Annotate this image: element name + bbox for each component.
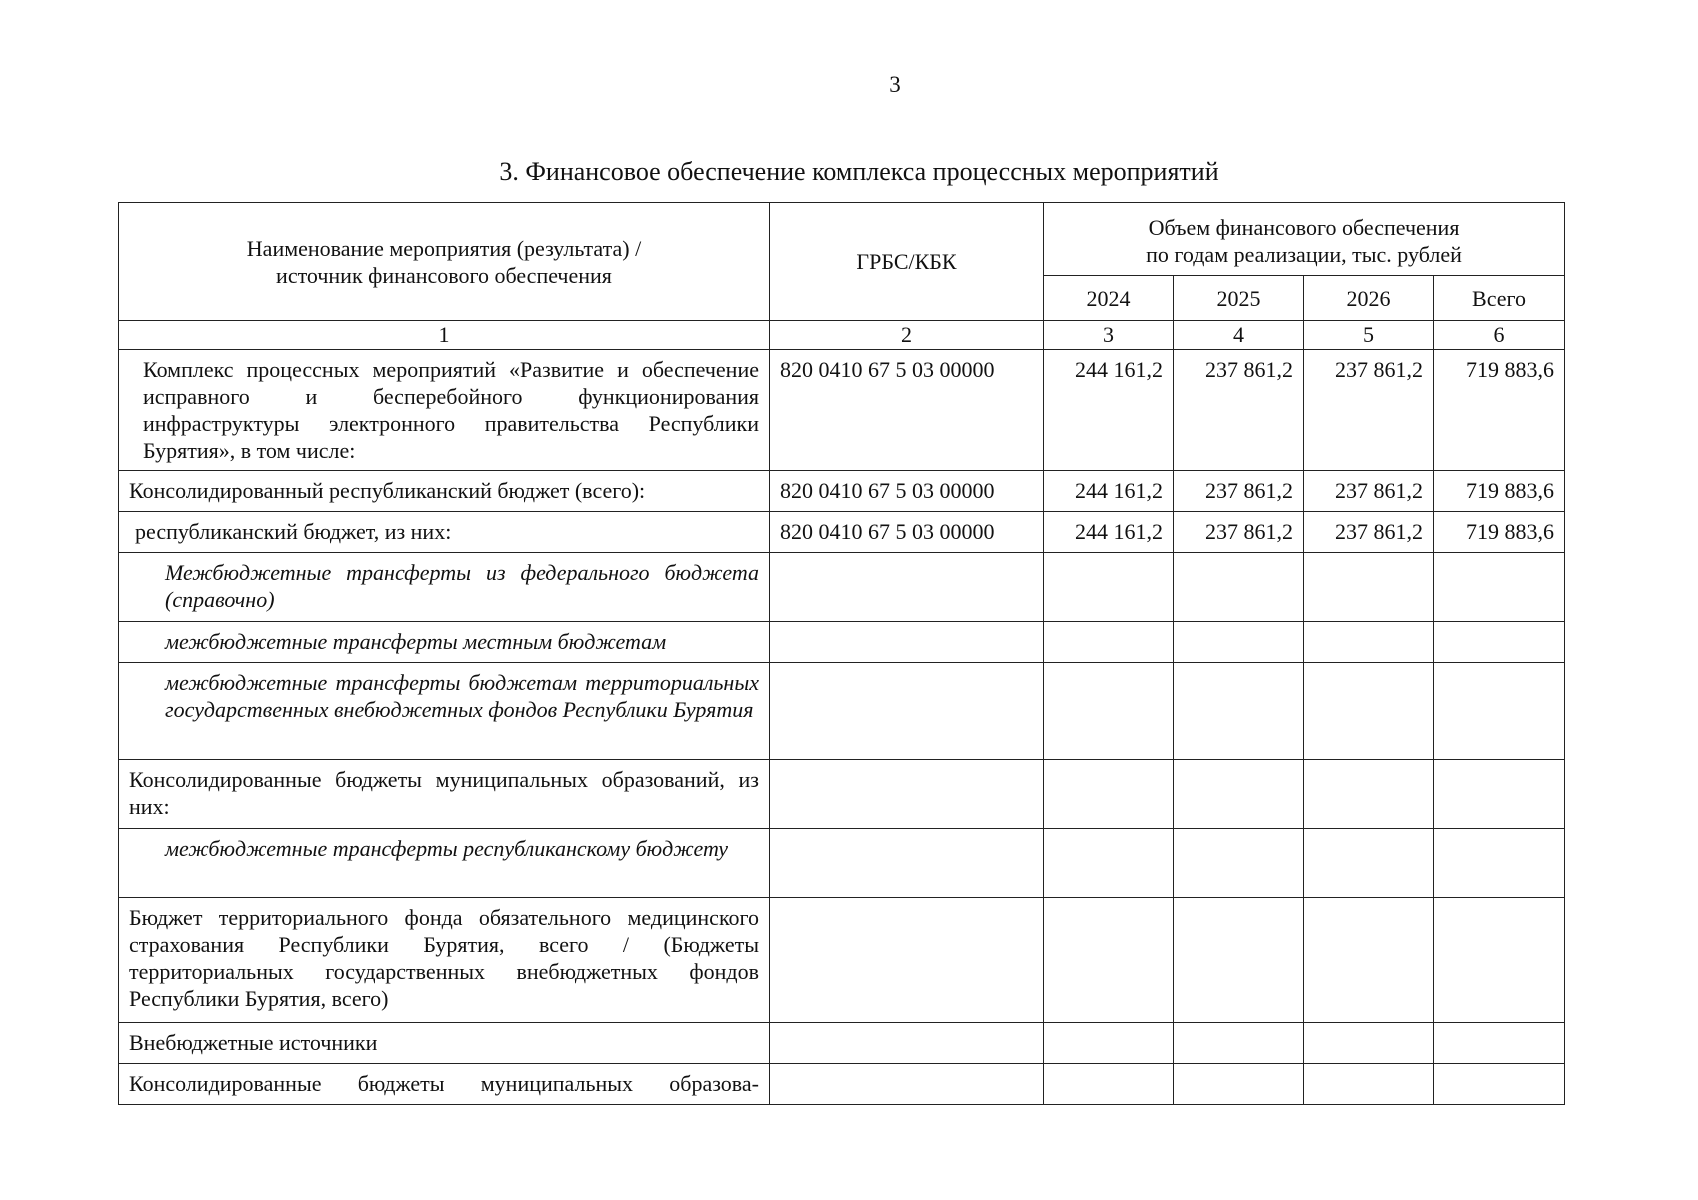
row-name: Комплекс процессных мероприятий «Развитие и обеспечение исправного и бесперебойного функционирования инфраструктуры электронного правительства Республики Бурятия», в том числе: [119,350,770,471]
table-row [119,553,1565,622]
row-name: Внебюджетные источники [119,1023,770,1064]
row-value-2024 [1044,760,1174,829]
header-name [119,203,770,321]
header-year-2024: 2024 [1044,276,1174,321]
table-row [119,350,1565,471]
row-value-total: 719 883,6 [1434,350,1565,471]
row-value-2025 [1174,553,1304,622]
row-value-2026 [1304,760,1434,829]
row-name: Консолидированный республиканский бюджет (всего): [119,471,770,512]
row-code [770,1023,1044,1064]
row-value-total [1434,829,1565,898]
row-name: Консолидированные бюджеты муниципальных образований, из них: [119,760,770,829]
row-value-total: 719 883,6 [1434,512,1565,553]
row-value-2025 [1174,829,1304,898]
column-number-2: 2 [770,321,1044,350]
section-title: 3. Финансовое обеспечение комплекса процессных мероприятий [499,157,1219,186]
row-value-2024 [1044,1023,1174,1064]
row-value-2024: 244 161,2 [1044,512,1174,553]
header-row [119,203,1565,276]
table-row [119,1064,1565,1105]
column-number-6: 6 [1434,321,1565,350]
row-value-2025 [1174,1023,1304,1064]
row-code [770,622,1044,663]
row-code: 820 0410 67 5 03 00000 [770,512,1044,553]
row-code [770,760,1044,829]
column-number-1: 1 [119,321,770,350]
row-value-total [1434,1023,1565,1064]
row-value-2024: 244 161,2 [1044,350,1174,471]
header-name-line-2: источник финансового обеспечения [276,262,612,288]
row-code [770,829,1044,898]
table-row [119,760,1565,829]
header-volume [1044,203,1565,276]
row-value-2024: 244 161,2 [1044,471,1174,512]
row-value-2025 [1174,760,1304,829]
row-value-2025 [1174,663,1304,760]
financing-table [118,202,1565,1105]
row-name: межбюджетные трансферты бюджетам территориальных государственных внебюджетных фондов Республики Бурятия [119,663,770,760]
column-number-5: 5 [1304,321,1434,350]
row-value-2024 [1044,1064,1174,1105]
row-value-2026 [1304,663,1434,760]
row-value-2025: 237 861,2 [1174,512,1304,553]
row-value-total [1434,622,1565,663]
row-value-total: 719 883,6 [1434,471,1565,512]
row-value-2026: 237 861,2 [1304,350,1434,471]
column-number-4: 4 [1174,321,1304,350]
table-row [119,512,1565,553]
row-code [770,1064,1044,1105]
row-value-total [1434,760,1565,829]
row-value-2026 [1304,829,1434,898]
column-number-row [119,321,1565,350]
row-value-total [1434,663,1565,760]
row-value-total [1434,898,1565,1023]
header-year-2026: 2026 [1304,276,1434,321]
row-value-2024 [1044,663,1174,760]
row-value-2024 [1044,898,1174,1023]
row-code: 820 0410 67 5 03 00000 [770,350,1044,471]
row-value-2026 [1304,553,1434,622]
row-value-2024 [1044,622,1174,663]
row-value-2026 [1304,898,1434,1023]
row-value-total [1434,1064,1565,1105]
table-row [119,471,1565,512]
row-value-total [1434,553,1565,622]
header-name-line-1: Наименование мероприятия (результата) / [246,235,642,261]
row-code: 820 0410 67 5 03 00000 [770,471,1044,512]
row-value-2026 [1304,1064,1434,1105]
header-code: ГРБС/КБК [770,203,1044,321]
row-value-2026: 237 861,2 [1304,512,1434,553]
row-value-2026 [1304,622,1434,663]
row-value-2026: 237 861,2 [1304,471,1434,512]
row-value-2025 [1174,622,1304,663]
row-name: Консолидированные бюджеты муниципальных образова- [119,1064,770,1105]
row-code [770,663,1044,760]
row-value-2025 [1174,1064,1304,1105]
table-row [119,829,1565,898]
column-number-3: 3 [1044,321,1174,350]
table-row [119,1023,1565,1064]
row-name: межбюджетные трансферты республиканскому бюджету [119,829,770,898]
row-name: межбюджетные трансферты местным бюджетам [119,622,770,663]
row-value-2025: 237 861,2 [1174,471,1304,512]
header-year-2025: 2025 [1174,276,1304,321]
row-name: республиканский бюджет, из них: [119,512,770,553]
row-value-2024 [1044,553,1174,622]
header-total: Всего [1434,276,1565,321]
header-volume-line-2: по годам реализации, тыс. рублей [1146,242,1462,267]
row-value-2025 [1174,898,1304,1023]
row-value-2024 [1044,829,1174,898]
row-code [770,553,1044,622]
table-row [119,898,1565,1023]
header-volume-line-1: Объем финансового обеспечения [1148,215,1460,240]
row-name: Бюджет территориального фонда обязательного медицинского страхования Республики Бурятия, всего / (Бюджеты территориальных государственных внебюджетных фондов Республики Бурятия, всего) [119,898,770,1023]
page-number: 3 [889,72,901,97]
row-name: Межбюджетные трансферты из федерального бюджета (справочно) [119,553,770,622]
row-code [770,898,1044,1023]
table-row [119,663,1565,760]
table-row [119,622,1565,663]
row-value-2025: 237 861,2 [1174,350,1304,471]
row-value-2026 [1304,1023,1434,1064]
